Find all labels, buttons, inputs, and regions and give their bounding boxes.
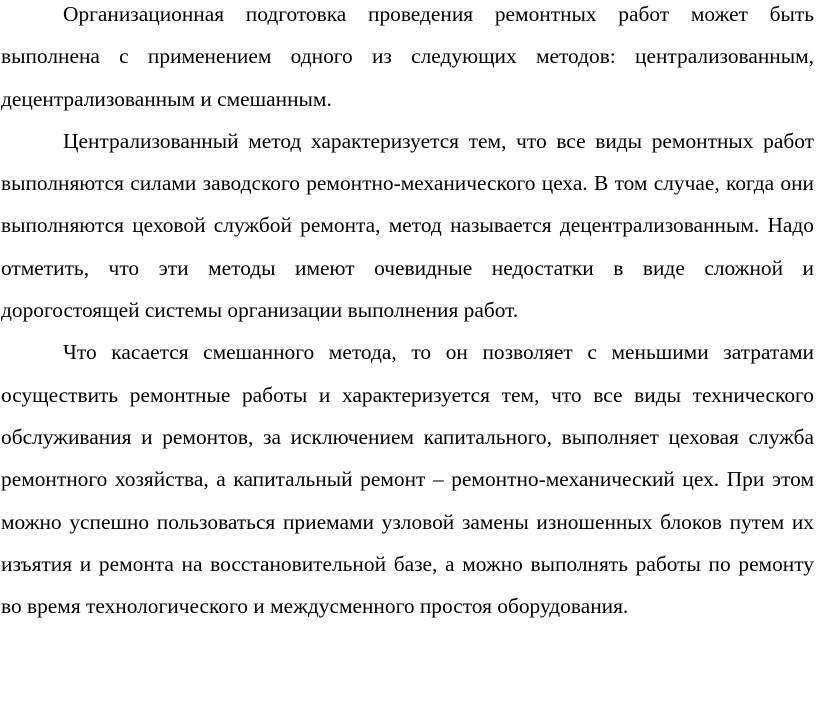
paragraph-centralized-method: Централизованный метод характеризуется тем, что все виды ремонтных работ выполняются силами заводского ремонтно-механического цеха. В том случае, когда они выполняются цеховой службой ремонта, метод называется децентрализованным. Надо отметить, что эти методы имеют очевидные недостатки в виде сложной и дорогостоящей системы организации выполнения работ. bbox=[1, 128, 814, 323]
paragraph-organization-methods: Организационная подготовка проведения ремонтных работ может быть выполнена с применением одного из следующих методов: централизованным, децентрализованным и смешанным. bbox=[1, 2, 814, 111]
paragraph-mixed-method: Что касается смешанного метода, то он позволяет с меньшими затратами осуществить ремонтные работы и характеризуется тем, что все виды технического обслуживания и ремонтов, за исключением капитального, выполняет цеховая служба ремонтного хозяйства, а капитальный ремонт – ремонтно-механический цех. При этом можно успешно пользоваться приемами узловой замены изношенных блоков путем их изъятия и ремонта на восстановительной базе, а можно выполнять работы по ремонту во время технологического и междусменного простоя оборудования. bbox=[1, 340, 814, 619]
